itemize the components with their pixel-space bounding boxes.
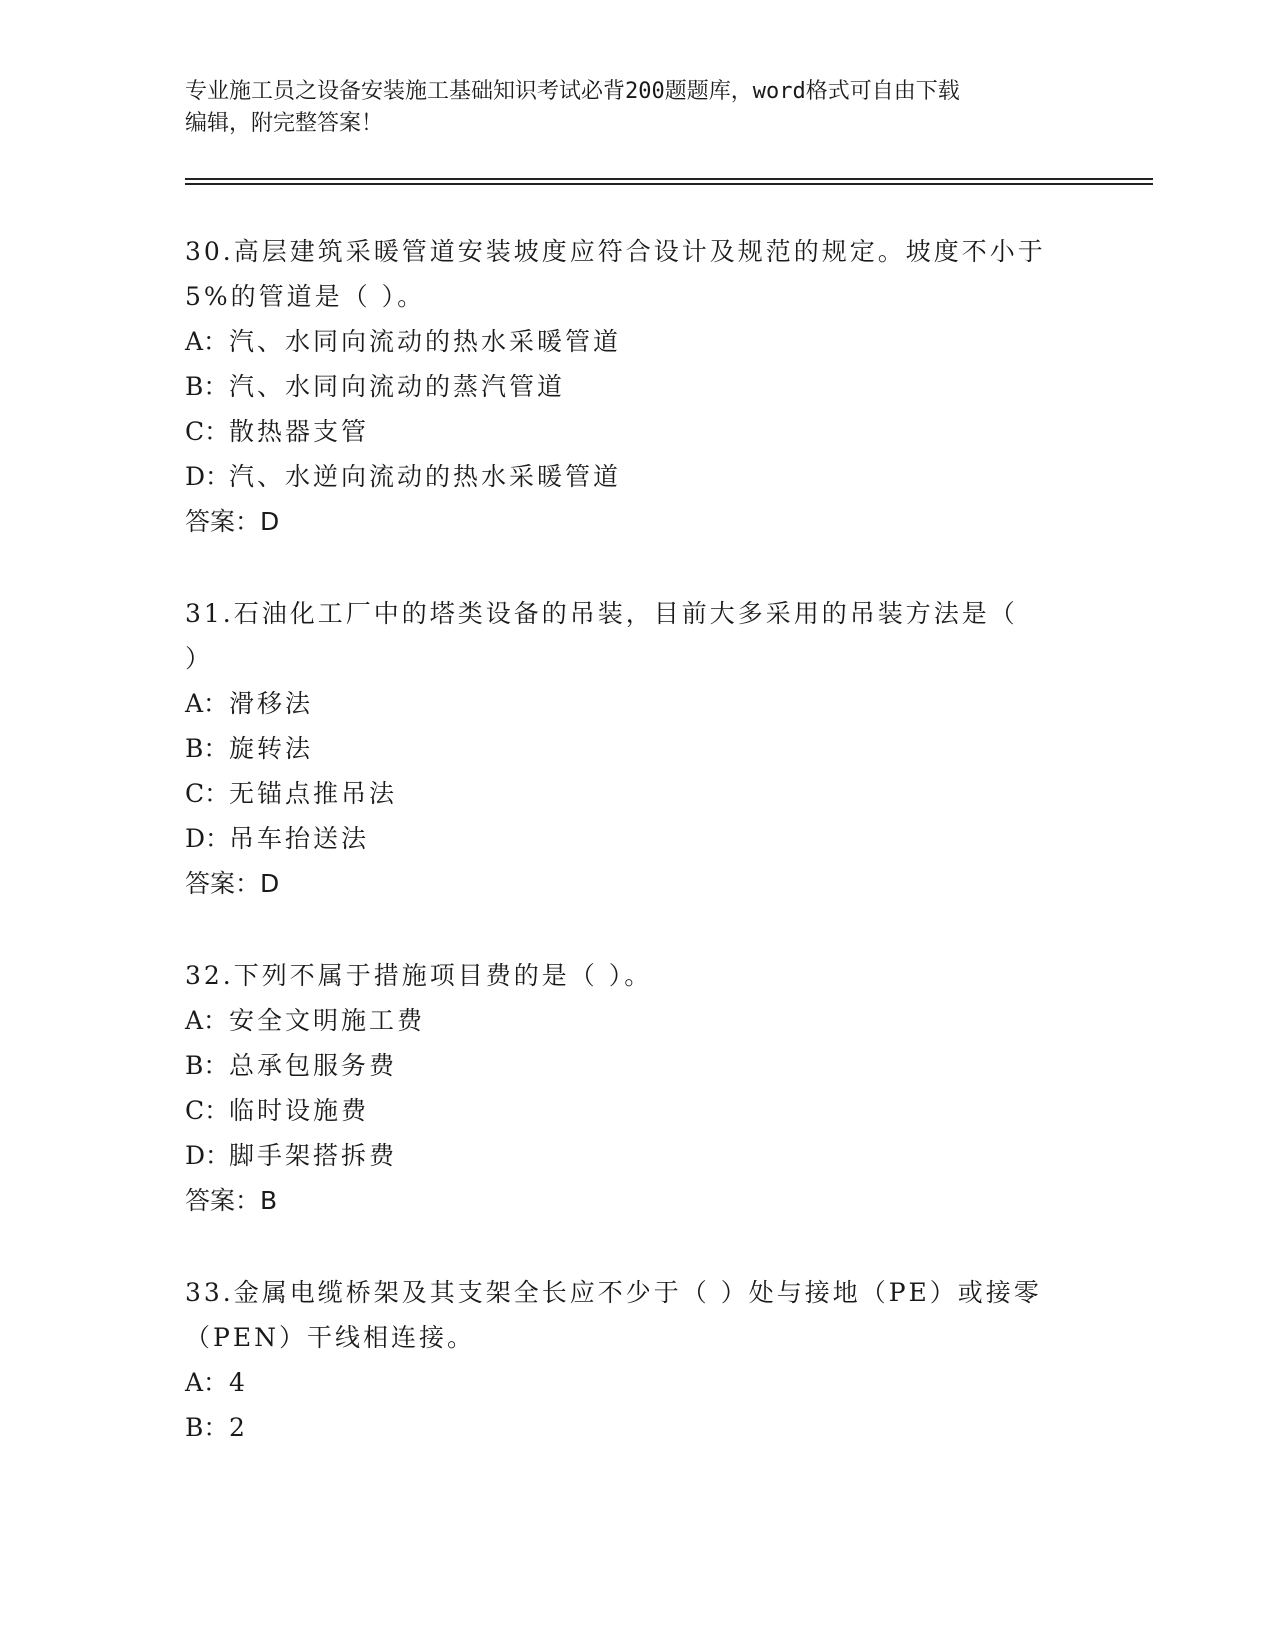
answer-line: 答案：D: [185, 869, 280, 898]
option-text: 汽、水逆向流动的热水采暖管道: [229, 462, 622, 491]
option-a: [185, 998, 1085, 1043]
option-text: 临时设施费: [229, 1096, 370, 1125]
option-key: B：: [185, 372, 229, 401]
question-30: [185, 229, 1085, 544]
page-header: [185, 76, 1085, 140]
option-b: [185, 726, 1085, 771]
option-key: C：: [185, 417, 230, 446]
question-stem-line: （PEN）干线相连接。: [185, 1323, 475, 1352]
option-a: [185, 319, 1085, 364]
question-stem-line: 31.石油化工厂中的塔类设备的吊装，目前大多采用的吊装方法是（: [185, 599, 1018, 628]
option-text: 安全文明施工费: [229, 1006, 426, 1035]
header-line-2: 编辑，附完整答案！: [185, 111, 384, 136]
option-key: C：: [185, 779, 230, 808]
option-text: 2: [229, 1413, 248, 1442]
question-32: [185, 953, 1085, 1223]
question-stem-line: 32.下列不属于措施项目费的是（ ）。: [185, 961, 653, 990]
option-key: B：: [185, 1413, 229, 1442]
option-text: 脚手架搭拆费: [229, 1141, 398, 1170]
option-key: D：: [185, 824, 231, 853]
option-text: 总承包服务费: [229, 1051, 398, 1080]
option-text: 旋转法: [229, 734, 314, 763]
question-stem-line: 33.金属电缆桥架及其支架全长应不少于（ ）处与接地（PE）或接零: [185, 1278, 1042, 1307]
question-31: [185, 591, 1085, 906]
option-key: B：: [185, 734, 229, 763]
header-rule-top: [185, 178, 1153, 180]
question-33: [185, 1270, 1085, 1450]
option-key: A：: [185, 1368, 229, 1397]
option-text: 汽、水同向流动的蒸汽管道: [229, 372, 566, 401]
option-b: [185, 364, 1085, 409]
question-stem-line: ）: [185, 644, 214, 673]
option-key: A：: [185, 689, 229, 718]
option-d: [185, 1133, 1085, 1178]
option-text: 无锚点推吊法: [229, 779, 398, 808]
option-key: C：: [185, 1096, 230, 1125]
option-key: A：: [185, 1006, 229, 1035]
option-c: [185, 1088, 1085, 1133]
header-line-1: 专业施工员之设备安装施工基础知识考试必背200题题库，word格式可自由下载: [185, 79, 960, 104]
option-text: 滑移法: [229, 689, 314, 718]
option-a: [185, 1360, 1085, 1405]
option-key: A：: [185, 327, 229, 356]
option-text: 吊车抬送法: [229, 824, 370, 853]
option-c: [185, 409, 1085, 454]
header-rule-bottom: [185, 183, 1153, 185]
option-key: B：: [185, 1051, 229, 1080]
option-a: [185, 681, 1085, 726]
option-d: [185, 816, 1085, 861]
option-b: [185, 1405, 1085, 1450]
answer-line: 答案：D: [185, 507, 280, 536]
option-key: D：: [185, 462, 231, 491]
option-key: D：: [185, 1141, 231, 1170]
option-b: [185, 1043, 1085, 1088]
option-c: [185, 771, 1085, 816]
option-text: 散热器支管: [229, 417, 370, 446]
question-stem-line: 5%的管道是（ ）。: [185, 282, 426, 311]
option-text: 汽、水同向流动的热水采暖管道: [229, 327, 622, 356]
answer-line: 答案：B: [185, 1186, 278, 1215]
option-text: 4: [229, 1368, 248, 1397]
question-stem-line: 30.高层建筑采暖管道安装坡度应符合设计及规范的规定。坡度不小于: [185, 237, 1046, 266]
option-d: [185, 454, 1085, 499]
